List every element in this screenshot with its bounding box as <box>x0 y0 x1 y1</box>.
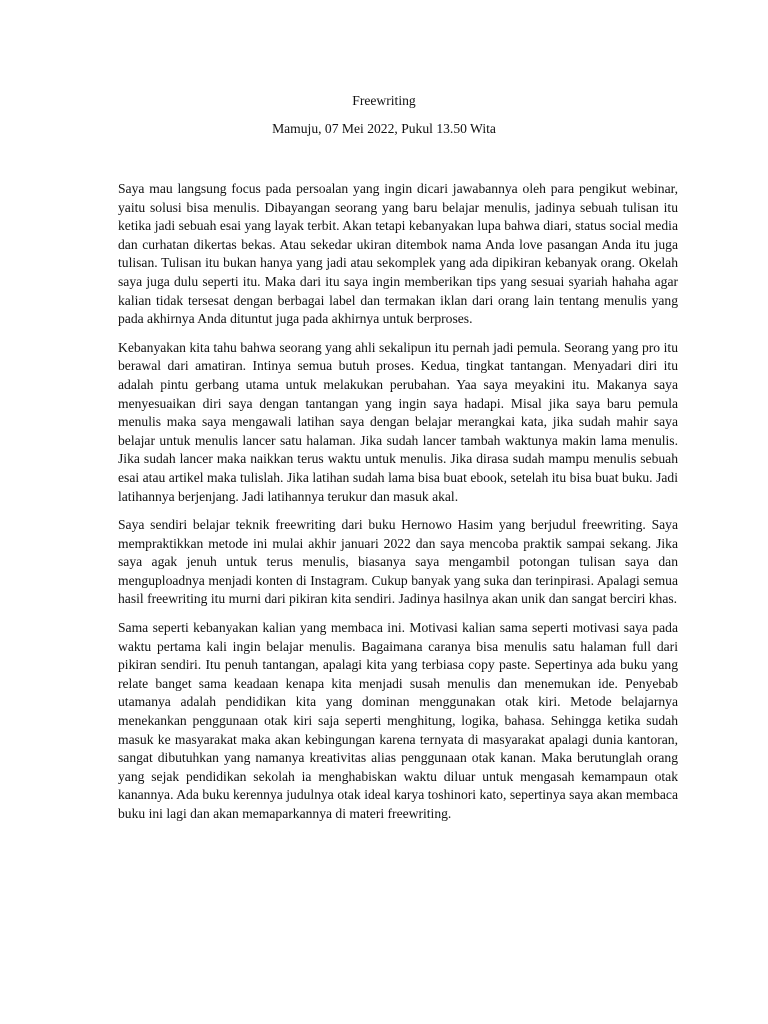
paragraph-4: Sama seperti kebanyakan kalian yang membaca ini. Motivasi kalian sama seperti motivasi saya pada waktu pertama kali ingin belajar menulis. Bagaimana caranya bisa menulis satu halaman full dari pikiran sendiri. Itu penuh tantangan, apalagi kita yang terbiasa copy paste. Sepertinya ada buku yang relate banget sama keadaan kenapa kita menjadi susah menulis dan menemukan ide. Penyebab utamanya adalah pendidikan kita yang dominan menggunakan otak kiri. Metode belajarnya menekankan penggunaan otak kiri saja seperti menghitung, logika, bahasa. Sehingga ketika sudah masuk ke masyarakat maka akan kebingungan karena ternyata di masyarakat apalagi dunia kantoran, sangat dibutuhkan yang namanya kreativitas alias penggunaan otak kanan. Maka berutunglah orang yang sejak pendidikan sekolah ia menghabiskan waktu diluar untuk mengasah kemampaun otak kanannya. Ada buku kerennya judulnya otak ideal karya toshinori kato, sepertinya saya akan membaca buku ini lagi dan akan memaparkannya di materi freewriting. <box>118 620 678 821</box>
paragraph-3: Saya sendiri belajar teknik freewriting dari buku Hernowo Hasim yang berjudul freewriting. Saya mempraktikkan metode ini mulai akhir januari 2022 dan saya mencoba praktik sampai sekang. Jika saya agak jenuh untuk terus menulis, biasanya saya mengambil potongan tulisan saya dan menguploadnya menjadi konten di Instagram. Cukup banyak yang suka dan terinpirasi. Apalagi semua hasil freewriting itu murni dari pikiran kita sendiri. Jadinya hasilnya akan unik dan sangat berciri khas. <box>118 517 678 607</box>
document-title: Freewriting <box>352 93 416 108</box>
paragraph-1: Saya mau langsung focus pada persoalan yang ingin dicari jawabannya oleh para pengikut webinar, yaitu solusi bisa menulis. Dibayangan seorang yang baru belajar menulis, jadinya sebuah tulisan itu ketika jadi sebuah esai yang layak terbit. Akan tetapi kebanyakan lupa bahwa diari, status social media dan curhatan dikertas bekas. Atau sekedar ukiran ditembok nama Anda love pasangan Anda itu juga tulisan. Tulisan itu bukan hanya yang jadi atau sekomplek yang ada dipikiran kebanyak orang. Okelah saya juga dulu seperti itu. Maka dari itu saya ingin memberikan tips yang sesuai syariah hahaha agar kalian tidak tersesat dengan berbagai label dan termakan iklan dari orang lain tentang menulis yang pada akhirnya Anda dituntut juga pada akhirnya untuk berproses. <box>118 181 678 327</box>
document-body <box>118 180 678 834</box>
document-dateline: Mamuju, 07 Mei 2022, Pukul 13.50 Wita <box>272 121 496 136</box>
paragraph-2: Kebanyakan kita tahu bahwa seorang yang ahli sekalipun itu pernah jadi pemula. Seorang yang pro itu berawal dari amatiran. Intinya semua butuh proses. Kedua, tingkat tantangan. Menyadari diri itu adalah pintu gerbang utama untuk melakukan perubahan. Yaa saya meyakini itu. Makanya saya menyesuaikan diri saya dengan tantangan yang ingin saya hadapi. Misal jika saya baru pemula menulis maka saya mengawali latihan saya dengan belajar merangkai kata, jika sudah mahir saya belajar untuk menulis lancer satu halaman. Jika sudah lancer tambah waktunya makin lama menulis. Jika sudah lancer maka naikkan terus waktu untuk menulis. Jika dirasa sudah mampu menulis sebuah esai atau artikel maka tulislah. Jika latihan sudah lama bisa buat ebook, setelah itu bisa buat buku. Jadi latihannya berjenjang. Jadi latihannya terukur dan masuk akal. <box>118 339 678 504</box>
